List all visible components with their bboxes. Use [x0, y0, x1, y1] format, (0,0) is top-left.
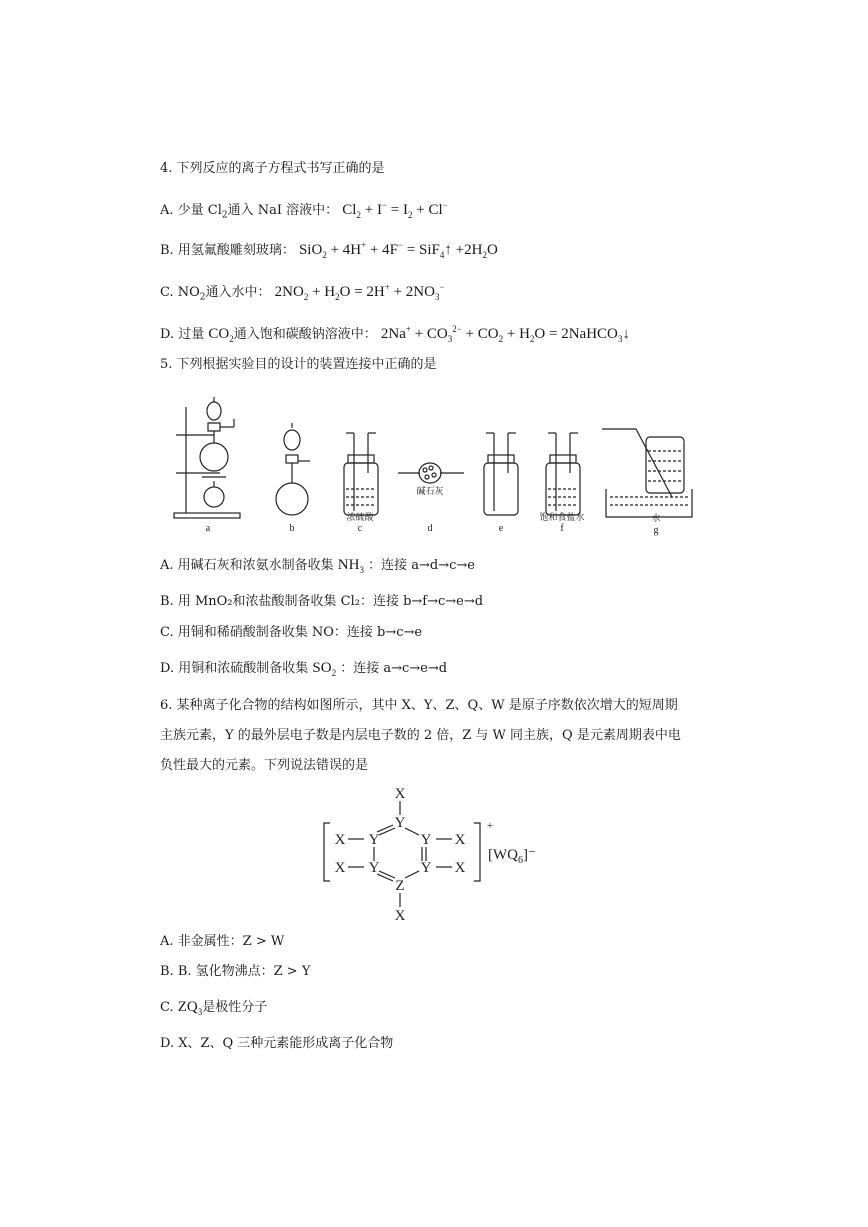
label-d-solid: 碱石灰 [416, 486, 444, 496]
cation-charge: + [486, 820, 494, 832]
q4-option-c: C. $NO_2$通入水中： $2NO_2 + H_2O = 2H^+ + 2NO_3^-$ [160, 282, 445, 303]
q4-option-b [160, 236, 498, 264]
q6-option-c: C. $ZQ_3$是极性分子 [160, 999, 268, 1017]
atom-x-bottom: X [394, 908, 406, 924]
atom-y-left-bottom: Y [368, 860, 380, 876]
label-f: f [560, 523, 564, 534]
label-e: e [498, 523, 504, 534]
apparatus-diagram [172, 393, 702, 543]
label-d: d [427, 523, 433, 534]
atom-x-right-top: X [454, 832, 466, 848]
q6-option-a: A. 非金属性：Z > W [160, 934, 285, 949]
q5-option-a-pre: A. 用碱石灰和浓氨水制备收集 [160, 558, 334, 573]
label-f-liquid: 饱和食盐水 [539, 512, 585, 522]
q6-option-b: B. B. 氢化物沸点：Z > Y [160, 964, 311, 979]
q5-option-a-post: ：连接 a→d→c→e [368, 558, 475, 573]
q6-option-c-label: C. [160, 1000, 178, 1015]
q5-option-c: C. 用铜和稀硝酸制备收集 NO：连接 b→c→e [160, 625, 423, 640]
q6-option-c-post: 是极性分子 [202, 1000, 268, 1015]
q6-stem-line3: 负性最大的元素。下列说法错误的是 [160, 758, 369, 773]
atom-y-right-bottom: Y [420, 860, 432, 876]
label-a: a [205, 523, 211, 534]
label-b: b [289, 523, 295, 534]
label-g: g [653, 525, 659, 536]
q5-option-b: B. 用 MnO₂和浓盐酸制备收集 Cl₂：连接 b→f→c→e→d [160, 594, 484, 609]
q4-option-a-label: A. 少量 Cl [160, 203, 222, 218]
anion-formula: $[WQ_6]^-$ [488, 847, 536, 866]
label-g-liquid: 水 [651, 513, 661, 523]
atom-y-top: Y [394, 815, 406, 831]
q4-option-a-label2: 通入 NaI 溶液中： [227, 203, 339, 218]
q6-stem-line2: 主族元素，Y 的最外层电子数是内层电子数的 2 倍，Z 与 W 同主族，Q 是元素周期表中电 [160, 728, 681, 743]
atom-y-left-top: Y [368, 832, 380, 848]
atom-y-right-top: Y [420, 832, 432, 848]
q4-option-a: A. 少量 $Cl_2$通入 NaI 溶液中： $Cl_2 + I^- = I_2 + Cl^-$ [160, 200, 448, 221]
q4-option-c-equation: $2NO_2 + H_2O = 2H^+ + 2NO_3^-$ [274, 282, 445, 302]
atom-x-left-top: X [334, 832, 346, 848]
q6-stem-line1: 6. 某种离子化合物的结构如图所示，其中 X、Y、Z、Q、W 是原子序数依次增大的短周期 [160, 698, 678, 713]
q4-option-d: D. 过量 $CO_2$通入饱和碳酸钠溶液中： $2Na^+ + CO_3^{2-} + CO_2 + H_2O$ = 2NaHCO$_3$↓ [160, 324, 630, 344]
atom-x-top: X [394, 786, 406, 802]
q4-option-c-label2: 通入水中： [205, 285, 271, 300]
q4-option-a-equation: $Cl_2 + I^- = I_2 + Cl^-$ [342, 200, 448, 220]
atom-z-bottom: Z [395, 878, 405, 894]
q4-stem: 4. 下列反应的离子方程式书写正确的是 [160, 161, 385, 176]
label-c-liquid: 浓硫酸 [346, 512, 374, 522]
q4-option-b-label: B. 用氢氟酸雕刻玻璃： [160, 243, 295, 258]
q6-option-d: D. X、Z、Q 三种元素能形成离子化合物 [160, 1036, 394, 1051]
atom-x-left-bottom: X [334, 860, 346, 876]
atom-x-right-bottom: X [454, 860, 466, 876]
q5-option-d-pre: D. 用铜和浓硫酸制备收集 [160, 661, 309, 676]
q5-option-d-post: ：连接 a→c→e→d [340, 661, 448, 676]
q4-option-d-label2: 通入饱和碳酸钠溶液中： [233, 327, 377, 342]
q4-option-c-label: C. NO [160, 285, 200, 300]
label-c: c [357, 523, 363, 534]
q4-option-d-equation: $2Na^+ + CO_3^{2-} + CO_2 + H_2O$ = 2NaHCO$_3$↓ [380, 324, 630, 344]
q5-option-a: A. 用碱石灰和浓氨水制备收集 $NH_3$ ：连接 a→d→c→e [160, 557, 475, 575]
ionic-structure-diagram [318, 783, 558, 925]
q4-option-b-equation: SiO$_2$ + 4H+ + 4F− = SiF$_4$↑ $+2H_2O$ [298, 240, 498, 260]
q5-option-d: D. 用铜和浓硫酸制备收集 $SO_2$ ：连接 a→c→e→d [160, 660, 448, 678]
q4-option-d-label: D. 过量 [160, 327, 205, 342]
q5-stem: 5. 下列根据实验目的设计的装置连接中正确的是 [160, 357, 437, 372]
